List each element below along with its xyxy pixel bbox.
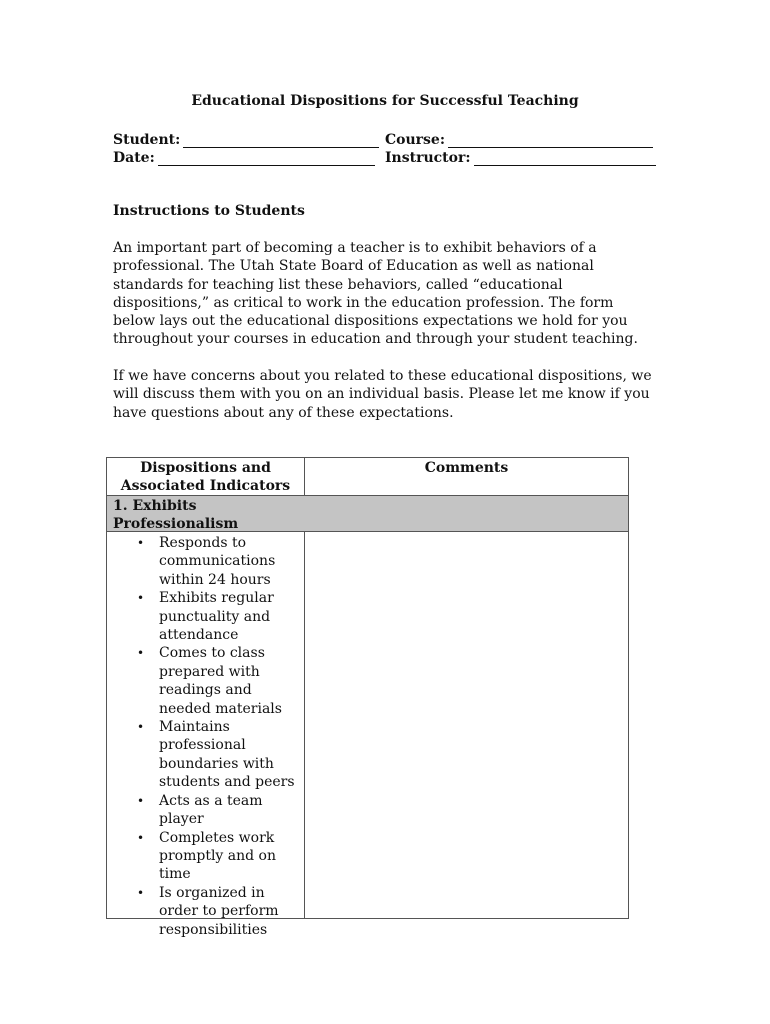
course-field[interactable]: [385, 130, 653, 148]
list-item: [107, 884, 304, 939]
dispositions-table: [106, 457, 629, 938]
indicator-text: Comes to class prepared with readings and needed materials: [159, 645, 282, 717]
instructions-paragraph-2: If we have concerns about you related to these educational dispositions, we will discuss them with you on an individual basis. Please let me know if you have questions about any of these expectations.: [113, 368, 652, 421]
list-item: [107, 644, 304, 718]
bullet-icon: •: [137, 830, 145, 845]
indicator-text: Exhibits regular punctuality and attendance: [159, 590, 274, 644]
section-label: 1. Exhibits Professionalism: [113, 498, 239, 532]
course-label: Course:: [385, 132, 445, 148]
header-comments: Comments: [424, 460, 509, 476]
indicator-list: [107, 534, 304, 939]
indicator-text: Completes work promptly and on time: [159, 829, 277, 883]
date-label: Date:: [113, 150, 155, 166]
list-item: [107, 792, 304, 829]
instructions-paragraph-1: An important part of becoming a teacher is to exhibit behaviors of a professional. The Utah State Board of Education as well as national standards for teaching list these behaviors, called “educational dispositions,” as critical to work in the education profession. The form below lays out the educational dispositions expectations we hold for you throughout your courses in education and through your student teaching.: [113, 240, 638, 348]
section-row-professionalism: [107, 495, 628, 532]
bullet-icon: •: [137, 591, 145, 606]
indicator-text: Maintains professional boundaries with students and peers: [159, 719, 295, 791]
student-field[interactable]: [113, 130, 379, 148]
student-blank-line[interactable]: [183, 134, 379, 148]
instructor-label: Instructor:: [385, 150, 471, 166]
indicator-text: Responds to communications within 24 hours: [159, 535, 276, 588]
instructor-blank-line[interactable]: [474, 152, 656, 166]
comments-cell[interactable]: [305, 532, 628, 918]
instructions-heading: Instructions to Students: [113, 203, 305, 219]
course-blank-line[interactable]: [448, 134, 653, 148]
date-field[interactable]: [113, 148, 375, 166]
list-item: [107, 829, 304, 884]
list-item: [107, 534, 304, 589]
bullet-icon: •: [137, 793, 145, 808]
bullet-icon: •: [137, 885, 145, 900]
date-blank-line[interactable]: [158, 152, 375, 166]
bullet-icon: •: [137, 536, 145, 550]
bullet-icon: •: [137, 646, 145, 661]
header-dispositions: Dispositions and Associated Indicators: [120, 460, 291, 494]
instructor-field[interactable]: [385, 148, 656, 166]
indicator-text: Acts as a team player: [159, 792, 263, 828]
indicator-text: Is organized in order to perform responsibilities: [159, 884, 279, 938]
student-label: Student:: [113, 132, 181, 148]
list-item: [107, 589, 304, 644]
document-title: Educational Dispositions for Successful Teaching: [191, 93, 579, 109]
bullet-icon: •: [137, 720, 145, 735]
list-item: [107, 718, 304, 792]
